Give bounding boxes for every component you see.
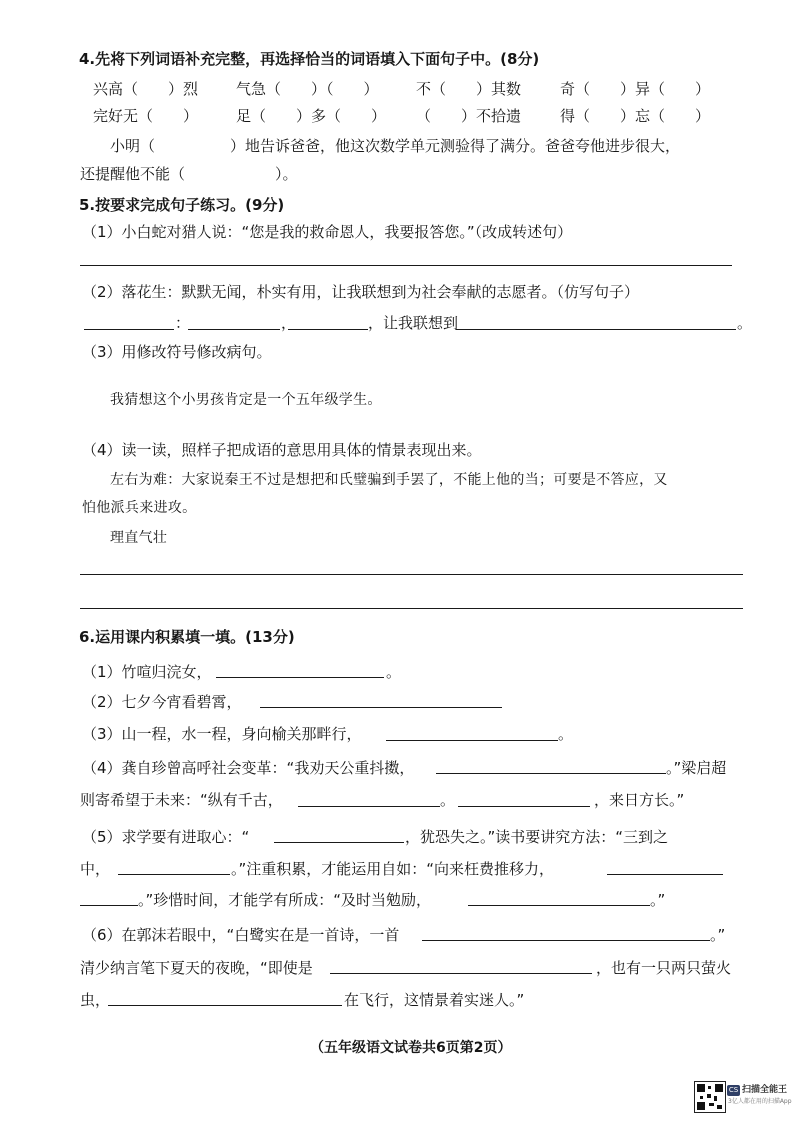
q6-line4b: 则寄希望于未来：“纵有千古， [80,791,283,809]
blank-line [108,1005,342,1006]
q4-word-3: 不（ ）其数 [416,80,522,98]
q6-title: 6.运用课内积累填一填。(13分) [79,628,295,646]
q5-item2-comma: ， [281,314,297,332]
blank-line [422,940,710,941]
q6-line5a: （5）求学要有进取心：“ [82,828,250,846]
q6-line1-end: 。 [386,663,402,681]
q6-line4b-mid: 。 [440,791,456,809]
q6-line4b-end: ，来日方长。” [594,791,685,809]
blank-line [118,874,230,875]
q6-line5b: 中， [80,860,111,878]
blank-line [456,329,736,330]
q4-word-7: （ ）不拾遗 [416,107,522,125]
q5-item2: （2）落花生：默默无闻，朴实有用，让我联想到为社会奉献的志愿者。（仿写句子） [82,283,640,301]
q4-word-6: 足（ ）多（ ） [236,107,387,125]
q5-item4: （4）读一读，照样子把成语的意思用具体的情景表现出来。 [82,441,482,459]
answer-line [80,265,732,266]
answer-line [80,608,743,609]
q6-line4a-end: 。”梁启超 [666,759,727,777]
q5-item4-example-line2: 怕他派兵来进攻。 [82,500,197,516]
q6-line6c-end: 在飞行，这情景着实迷人。” [344,991,525,1009]
q4-sentence-line1: 小明（ ）地告诉爸爸，他这次数学单元测验得了满分。爸爸夸他进步很大， [110,137,681,155]
q4-word-4: 奇（ ）异（ ） [560,80,711,98]
q5-title: 5.按要求完成句子练习。(9分) [79,196,285,214]
blank-line [216,677,384,678]
blank-line [386,740,558,741]
q5-item2-end: 。 [737,314,753,332]
q6-line4a: （4）龚自珍曾高呼社会变革：“我劝天公重抖擞， [82,759,415,777]
blank-line [468,905,650,906]
camscanner-logo: CS [728,1086,739,1094]
q6-line5a-mid: ，犹恐失之。”读书要讲究方法：“三到之 [405,828,669,846]
q6-line6c: 虫， [80,991,111,1009]
q6-line2: （2）七夕今宵看碧霄， [82,693,242,711]
q6-line5c-close: 。” [650,891,666,909]
watermark-subtitle: 3亿人都在用的扫描App [728,1098,792,1105]
q4-word-5: 完好无（ ） [93,107,199,125]
q4-sentence-line2: 还提醒他不能（ ）。 [80,165,298,183]
blank-line [330,973,592,974]
q5-item2-connector: ，让我联想到 [368,314,459,332]
scanner-watermark [727,1084,792,1110]
q5-item2-colon: ： [175,314,191,332]
q5-item1: （1）小白蛇对猎人说：“您是我的救命恩人，我要报答您。”（改成转述句） [82,223,573,241]
q6-line5c: 。”珍惜时间，才能学有所成：“及时当勉励， [138,891,432,909]
q6-line1: （1）竹喧归浣女， [82,663,212,681]
q4-word-2: 气急（ ）（ ） [236,80,379,98]
q6-line3-end: 。 [558,725,574,743]
q4-word-8: 得（ ）忘（ ） [560,107,711,125]
blank-line [288,329,368,330]
q6-line6a: （6）在郭沫若眼中，“白鹭实在是一首诗，一首 [82,926,400,944]
q5-item4-example-line1: 左右为难：大家说秦王不过是想把和氏璧骗到手罢了，不能上他的当；可要是不答应，又 [110,472,668,488]
q5-item3-sentence: 我猜想这个小男孩肯定是一个五年级学生。 [110,392,382,408]
blank-line [188,329,280,330]
qr-code-icon [694,1081,726,1113]
blank-line [84,329,174,330]
blank-line [436,773,666,774]
q4-title: 4.先将下列词语补充完整，再选择恰当的词语填入下面句子中。(8分) [79,50,540,68]
blank-line [458,806,590,807]
q6-line6b: 清少纳言笔下夏天的夜晚，“即使是 [80,959,313,977]
q6-line3: （3）山一程，水一程，身向榆关那畔行， [82,725,362,743]
answer-line [80,574,743,575]
blank-line [80,905,138,906]
watermark-name: 扫描全能王 [742,1085,788,1095]
q5-item3: （3）用修改符号修改病句。 [82,343,272,361]
blank-line [298,806,440,807]
q6-line6a-end: 。” [710,926,726,944]
blank-line [260,707,502,708]
blank-line [607,874,723,875]
page-footer: （五年级语文试卷共6页第2页） [310,1040,512,1056]
q4-word-1: 兴高（ ）烈 [93,80,199,98]
q6-line5b-end: 。”注重积累，才能运用自如：“向来枉费推移力， [231,860,555,878]
q6-line6b-end: ，也有一只两只萤火 [596,959,732,977]
q5-item4-idiom: 理直气壮 [110,530,168,546]
blank-line [274,842,404,843]
